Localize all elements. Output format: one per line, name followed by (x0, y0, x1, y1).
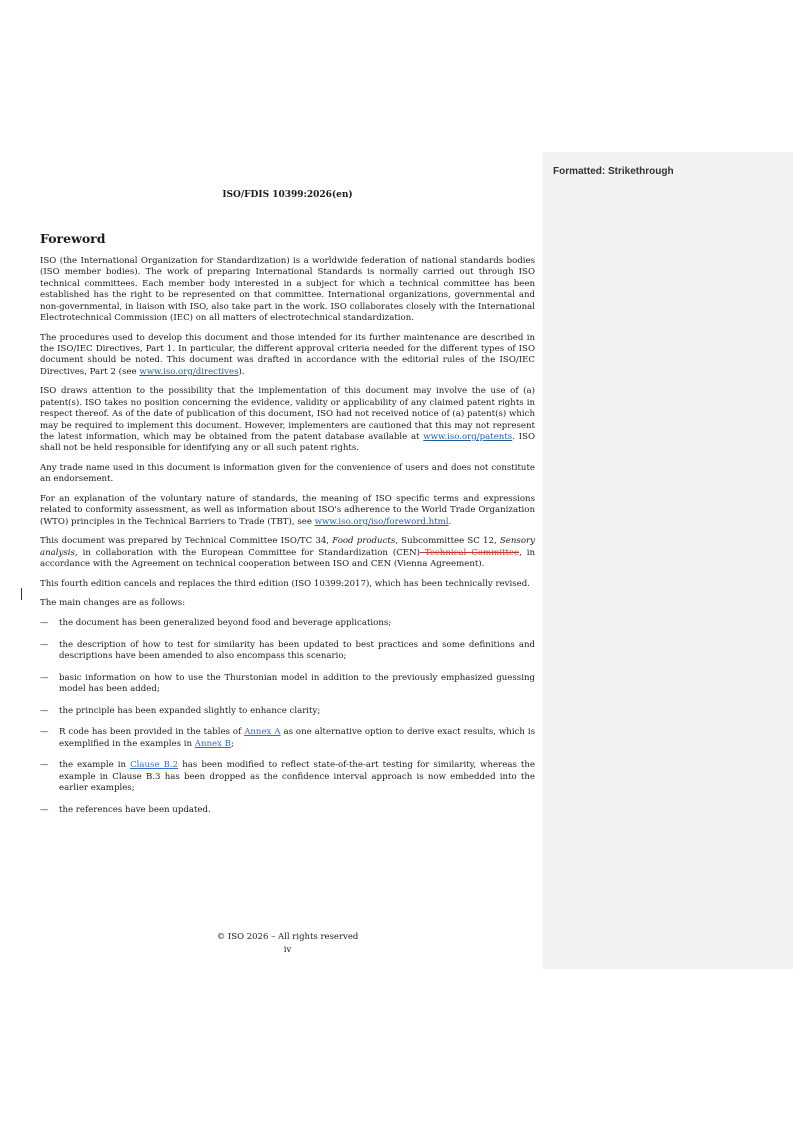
paragraph-text: This document was prepared by Technical Committee ISO/TC 34, (40, 536, 333, 547)
list-item (40, 706, 535, 717)
page-title: Foreword (40, 231, 106, 246)
list-item-text: the example in (59, 760, 131, 771)
list-item-text: as one alternative option to derive exact results, which is exemplified in the examples in (59, 727, 535, 749)
list-item (40, 760, 535, 794)
list-item (40, 618, 535, 629)
list-item (40, 640, 535, 663)
dash: — (40, 705, 49, 716)
paragraph-text: For an explanation of the voluntary nature of standards, the meaning of ISO specific terms and expressions related to conformity assessment, as well as information about ISO's adherence to the World Trade Organization (WTO) principles in the Technical Barriers to Trade (TBT), see (40, 494, 535, 527)
italic-food-products: Food products (332, 536, 396, 547)
list-item-text: the description of how to test for similarity has been updated to best practices and some definitions and descriptions have been amended to also encompass this scenario; (59, 639, 535, 662)
paragraph-text: , Subcommittee SC 12, (395, 536, 500, 547)
dash: — (40, 618, 49, 629)
paragraph-voluntary (40, 494, 535, 528)
paragraph-text: The procedures used to develop this document and those intended for its further maintenance are described in the ISO/IEC Directives, Part 1. In particular, the different approval criteria needed for the different types of ISO document should be noted. This document was drafted in accordance with the editorial rules of the ISO/IEC Directives, Part 2 (see (40, 332, 535, 377)
list-item (40, 805, 535, 816)
foreword-link[interactable]: www.iso.org/iso/foreword.html (314, 516, 449, 527)
list-item-text: the document has been generalized beyond food and beverage applications; (59, 618, 392, 629)
paragraph-text: . ISO shall not be held responsible for identifying any or all such patent rights. (40, 432, 536, 454)
paragraph-main-changes: The main changes are as follows: (40, 598, 186, 609)
paragraph-edition: This fourth edition cancels and replaces the third edition (ISO 10399:2017), which has been technically revised. (40, 578, 530, 589)
paragraph-text: ). (238, 366, 245, 377)
patents-link[interactable]: www.iso.org/patents (423, 432, 513, 443)
paragraph-text: , in collaboration with the European Committee for Standardization (CEN) (74, 547, 420, 558)
dash: — (40, 760, 49, 771)
directives-link[interactable]: www.iso.org/directives (139, 366, 239, 377)
foreword-body (40, 256, 535, 826)
italic-sensory-analysis: Sensory analysis (40, 536, 535, 558)
list-item-text: the references have been updated. (59, 804, 211, 815)
paragraph-procedures (40, 333, 535, 379)
list-item-text: the principle has been expanded slightly to enhance clarity; (59, 705, 321, 716)
comment-format-note[interactable]: Formatted: Strikethrough (553, 166, 674, 177)
paragraph-patents (40, 386, 535, 454)
annex-b-link[interactable]: Annex B (194, 738, 231, 749)
comment-pane[interactable] (543, 152, 793, 969)
paragraph-iso-intro: ISO (the International Organization for Standardization) is a worldwide federation of national standards bodies (ISO member bodies). The work of preparing International Standards is normally carried out through ISO technical committees. Each member body interested in a subject for which a technical committee has been established has the right to be represented on that committee. International organizations, governmental and non-governmental, in liaison with ISO, also take part in the work. ISO collaborates closely with the International Electrotechnical Commission (IEC) on all matters of electrotechnical standardization. (40, 256, 535, 324)
list-item (40, 673, 535, 696)
dash: — (40, 727, 49, 738)
list-item-text: R code has been provided in the tables of (59, 727, 245, 738)
list-item-text: ; (231, 738, 234, 749)
page-footer (40, 931, 535, 957)
list-item-text: basic information on how to use the Thurstonian model in addition to the previously emphasized guessing model has been added; (59, 672, 535, 695)
paragraph-committee (40, 536, 535, 570)
change-bar (21, 588, 22, 600)
document-header: ISO/FDIS 10399:2026(en) (222, 190, 353, 200)
changes-list (40, 618, 535, 816)
paragraph-trade-name: Any trade name used in this document is information given for the convenience of users and does not constitute an endorsement. (40, 463, 535, 485)
deleted-text: Technical Committee (419, 547, 520, 558)
dash: — (40, 804, 49, 815)
clause-b2-link[interactable]: Clause B.2 (130, 760, 179, 771)
paragraph-text: . (448, 516, 452, 527)
list-item-text: has been modified to reflect state-of-the-art testing for similarity, whereas the example in Clause B.3 has been dropped as the confidence interval approach is now embedded into the earlier examples; (59, 760, 536, 794)
dash: — (40, 639, 49, 650)
paragraph-text: ISO draws attention to the possibility that the implementation of this document may involve the use of (a) patent(s). ISO takes no position concerning the evidence, validity or applicability of any claimed patent rights in respect thereof. As of the date of publication of this document, ISO had not received notice of (a) patent(s) which may be required to implement this document. However, implementers are cautioned that this may not represent the latest information, which may be obtained from the patent database available at (40, 386, 535, 443)
paragraph-text: , in accordance with the Agreement on technical cooperation between ISO and CEN (Vienna Agreement). (40, 547, 535, 570)
dash: — (40, 672, 49, 683)
copyright-notice: © ISO 2026 – All rights reserved (216, 932, 359, 942)
list-item (40, 727, 535, 750)
annex-a-link[interactable]: Annex A (244, 727, 281, 738)
page-number: iv (283, 945, 292, 955)
